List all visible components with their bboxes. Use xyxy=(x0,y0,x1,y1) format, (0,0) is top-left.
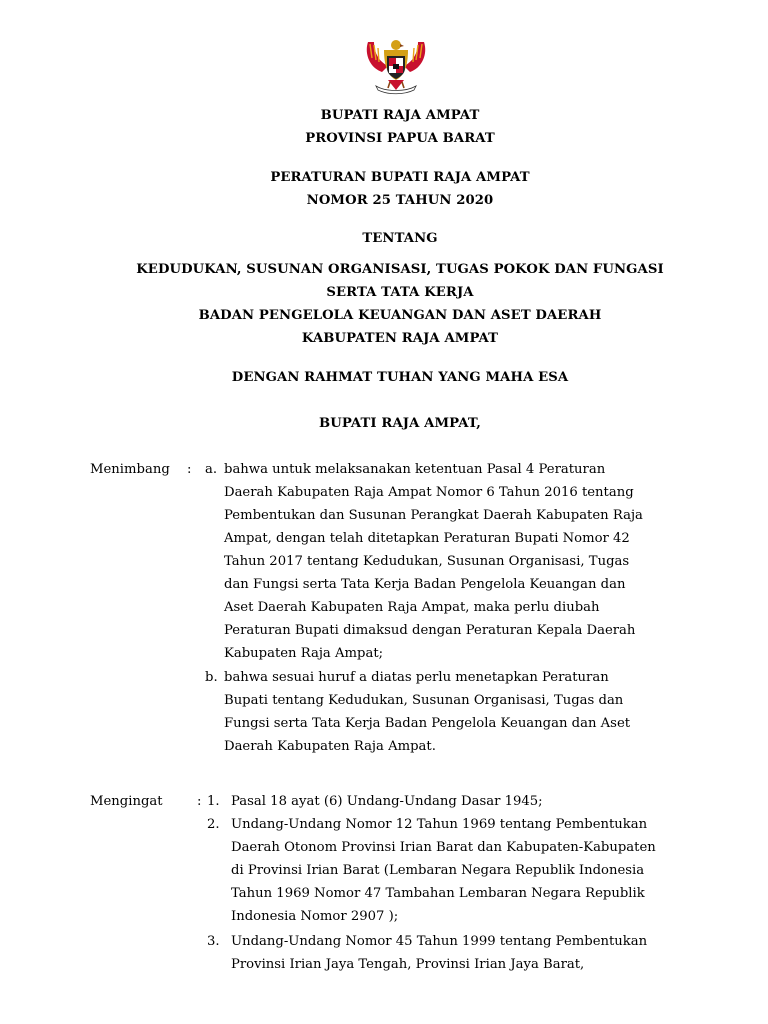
menimbang-colon: : xyxy=(187,462,192,477)
mengingat-item-line: Provinsi Irian Jaya Tengah, Provinsi Irian Jaya Barat, xyxy=(231,957,585,972)
menimbang-item-line: bahwa untuk melaksanakan ketentuan Pasal 4 Peraturan xyxy=(224,462,606,477)
menimbang-item-line: Peraturan Bupati dimaksud dengan Peraturan Kepala Daerah xyxy=(224,623,636,638)
menimbang-item-line: Ampat, dengan telah ditetapkan Peraturan Bupati Nomor 42 xyxy=(224,531,630,546)
mengingat-colon: : xyxy=(197,794,202,809)
mengingat-item-line: Tahun 1969 Nomor 47 Tambahan Lembaran Negara Republik xyxy=(231,886,645,901)
mengingat-item-line: Undang-Undang Nomor 45 Tahun 1999 tentang Pembentukan xyxy=(231,934,648,949)
menimbang-item-line: Fungsi serta Tata Kerja Badan Pengelola Keuangan dan Aset xyxy=(224,716,631,731)
header-subject-line: BADAN PENGELOLA KEUANGAN DAN ASET DAERAH xyxy=(198,308,602,323)
menimbang-item-mark: a. xyxy=(205,462,218,477)
mengingat-item-line: di Provinsi Irian Barat (Lembaran Negara Republik Indonesia xyxy=(231,863,645,878)
mengingat-item-mark: 2. xyxy=(207,817,220,832)
menimbang-item-mark: b. xyxy=(205,670,218,685)
menimbang-item-line: Bupati tentang Kedudukan, Susunan Organisasi, Tugas dan xyxy=(224,693,624,708)
menimbang-item-line: Kabupaten Raja Ampat; xyxy=(224,646,384,661)
mengingat-label: Mengingat xyxy=(90,794,163,809)
header-tentang: TENTANG xyxy=(362,231,438,246)
menimbang-item-line: Daerah Kabupaten Raja Ampat Nomor 6 Tahun 2016 tentang xyxy=(224,485,634,500)
mengingat-item-line: Daerah Otonom Provinsi Irian Barat dan Kabupaten-Kabupaten xyxy=(231,840,656,855)
mengingat-item-line: Undang-Undang Nomor 12 Tahun 1969 tentang Pembentukan xyxy=(231,817,648,832)
mengingat-item-line: Indonesia Nomor 2907 ); xyxy=(231,909,399,924)
menimbang-item-line: Tahun 2017 tentang Kedudukan, Susunan Organisasi, Tugas xyxy=(224,554,630,569)
mengingat-item-line: Pasal 18 ayat (6) Undang-Undang Dasar 1945; xyxy=(231,794,543,809)
menimbang-item-line: Aset Daerah Kabupaten Raja Ampat, maka perlu diubah xyxy=(224,600,600,615)
menimbang-item-line: Pembentukan dan Susunan Perangkat Daerah Kabupaten Raja xyxy=(224,508,643,523)
header-regent-address: BUPATI RAJA AMPAT, xyxy=(319,416,481,431)
menimbang-label: Menimbang xyxy=(90,462,170,477)
header-regulation-number: NOMOR 25 TAHUN 2020 xyxy=(306,193,494,208)
header-subject-line: SERTA TATA KERJA xyxy=(326,285,474,300)
menimbang-item-line: dan Fungsi serta Tata Kerja Badan Pengelola Keuangan dan xyxy=(224,577,626,592)
header-blessing: DENGAN RAHMAT TUHAN YANG MAHA ESA xyxy=(231,370,569,385)
header-regulation-title: PERATURAN BUPATI RAJA AMPAT xyxy=(270,170,530,185)
mengingat-item-mark: 1. xyxy=(207,794,220,809)
menimbang-item-line: Daerah Kabupaten Raja Ampat. xyxy=(224,739,436,754)
mengingat-item-mark: 3. xyxy=(207,934,220,949)
header-province: PROVINSI PAPUA BARAT xyxy=(305,131,495,146)
menimbang-item-line: bahwa sesuai huruf a diatas perlu menetapkan Peraturan xyxy=(224,670,609,685)
header-subject-line: KABUPATEN RAJA AMPAT xyxy=(301,331,499,346)
header-regent-title: BUPATI RAJA AMPAT xyxy=(320,108,480,123)
header-subject-line: KEDUDUKAN, SUSUNAN ORGANISASI, TUGAS POKOK DAN FUNGASI xyxy=(136,262,664,277)
garuda-emblem-icon xyxy=(360,36,432,96)
